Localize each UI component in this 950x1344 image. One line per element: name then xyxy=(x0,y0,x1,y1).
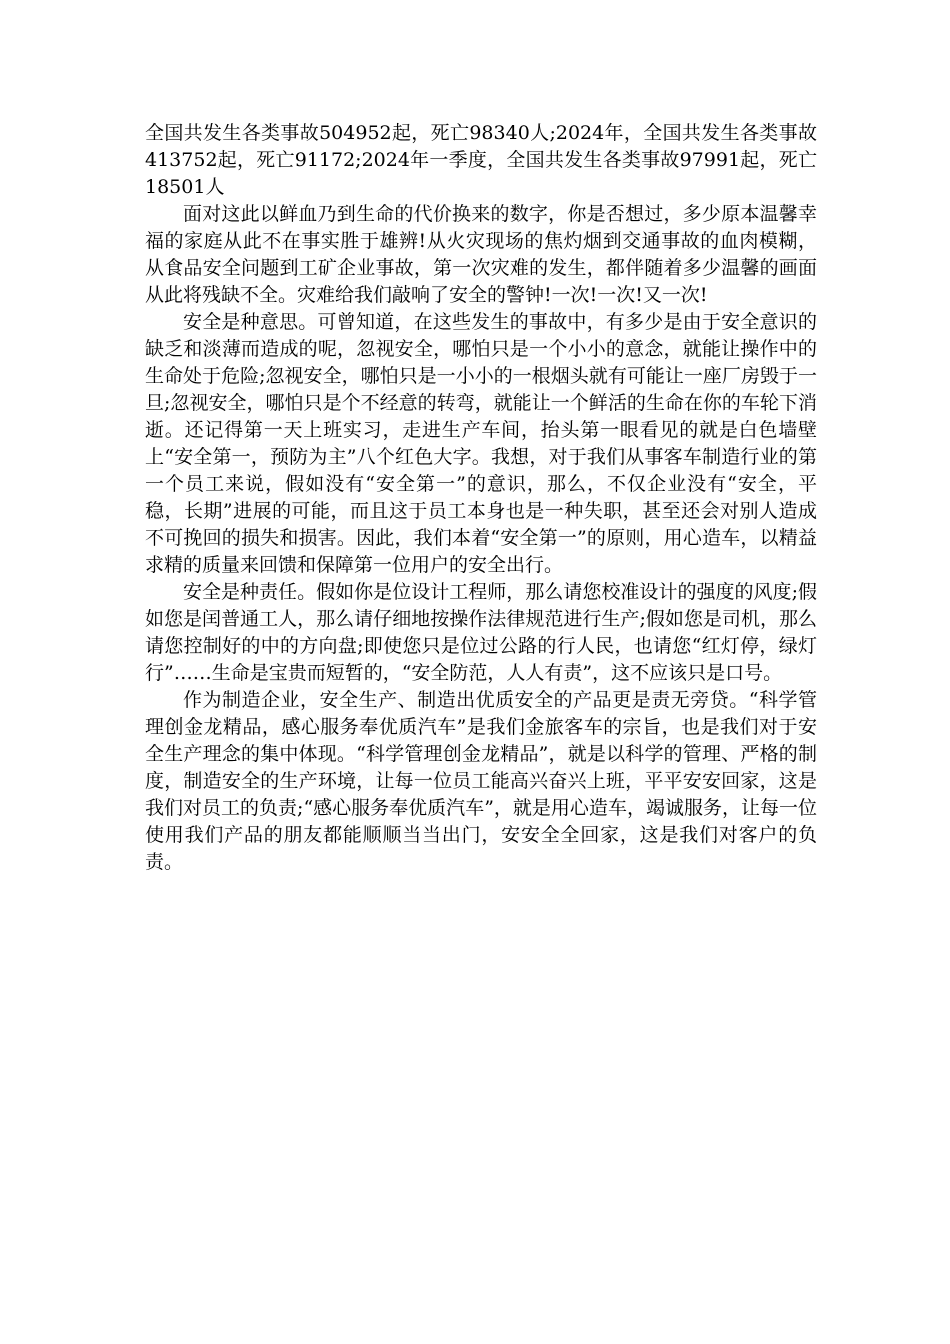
paragraph-accident-statistics: 全国共发生各类事故504952起，死亡98340人;2024年，全国共发生各类事故413752起，死亡91172;2024年一季度，全国共发生各类事故97991起，死亡18501人 xyxy=(145,122,817,198)
paragraph-safety-awareness: 安全是种意思。可曾知道，在这些发生的事故中，有多少是由于安全意识的缺乏和淡薄而造成的呢，忽视安全，哪怕只是一个小小的意念，就能让操作中的生命处于危险;忽视安全，哪怕只是一小小的一根烟头就有可能让一座厂房毁于一旦;忽视安全，哪怕只是个不经意的转弯，就能让一个鲜活的生命在你的车轮下消逝。还记得第一天上班实习，走进生产车间，抬头第一眼看见的就是白色墙壁上“安全第一，预防为主”八个红色大字。我想，对于我们从事客车制造行业的第一个员工来说，假如没有“安全第一”的意识，那么，不仅企业没有“安全，平稳，长期”进展的可能，而且这于员工本身也是一种失职，甚至还会对别人造成不可挽回的损失和损害。因此，我们本着“安全第一”的原则，用心造车，以精益求精的质量来回馈和保障第一位用户的安全出行。 xyxy=(145,311,817,576)
document-page xyxy=(145,120,817,876)
paragraph-safety-responsibility: 安全是种责任。假如你是位设计工程师，那么请您校准设计的强度的风度;假如您是闰普通工人，那么请仔细地按操作法律规范进行生产;假如您是司机，那么请您控制好的中的方向盘;即使您只是位过公路的行人民，也请您“红灯停，绿灯行”……生命是宝贵而短暂的，“安全防范，人人有责”，这不应该只是口号。 xyxy=(145,581,817,684)
paragraph-facing-numbers: 面对这此以鲜血乃到生命的代价换来的数字，你是否想过，多少原本温馨幸福的家庭从此不在事实胜于雄辨!从火灾现场的焦灼烟到交通事故的血肉模糊，从食品安全问题到工矿企业事故，第一次灾难的发生，都伴随着多少温馨的画面从此将残缺不全。灾难给我们敲响了安全的警钟!一次!一次!又一次! xyxy=(145,203,817,306)
paragraph-manufacturing-safety: 作为制造企业，安全生产、制造出优质安全的产品更是责无旁贷。“科学管理创金龙精品，感心服务奉优质汽车”是我们金旅客车的宗旨，也是我们对于安全生产理念的集中体现。“科学管理创金龙精品”，就是以科学的管理、严格的制度，制造安全的生产环境，让每一位员工能高兴奋兴上班，平平安安回家，这是我们对员工的负责;“感心服务奉优质汽车”，就是用心造车，竭诚服务，让每一位使用我们产品的朋友都能顺顺当当出门，安安全全回家，这是我们对客户的负责。 xyxy=(145,689,817,873)
